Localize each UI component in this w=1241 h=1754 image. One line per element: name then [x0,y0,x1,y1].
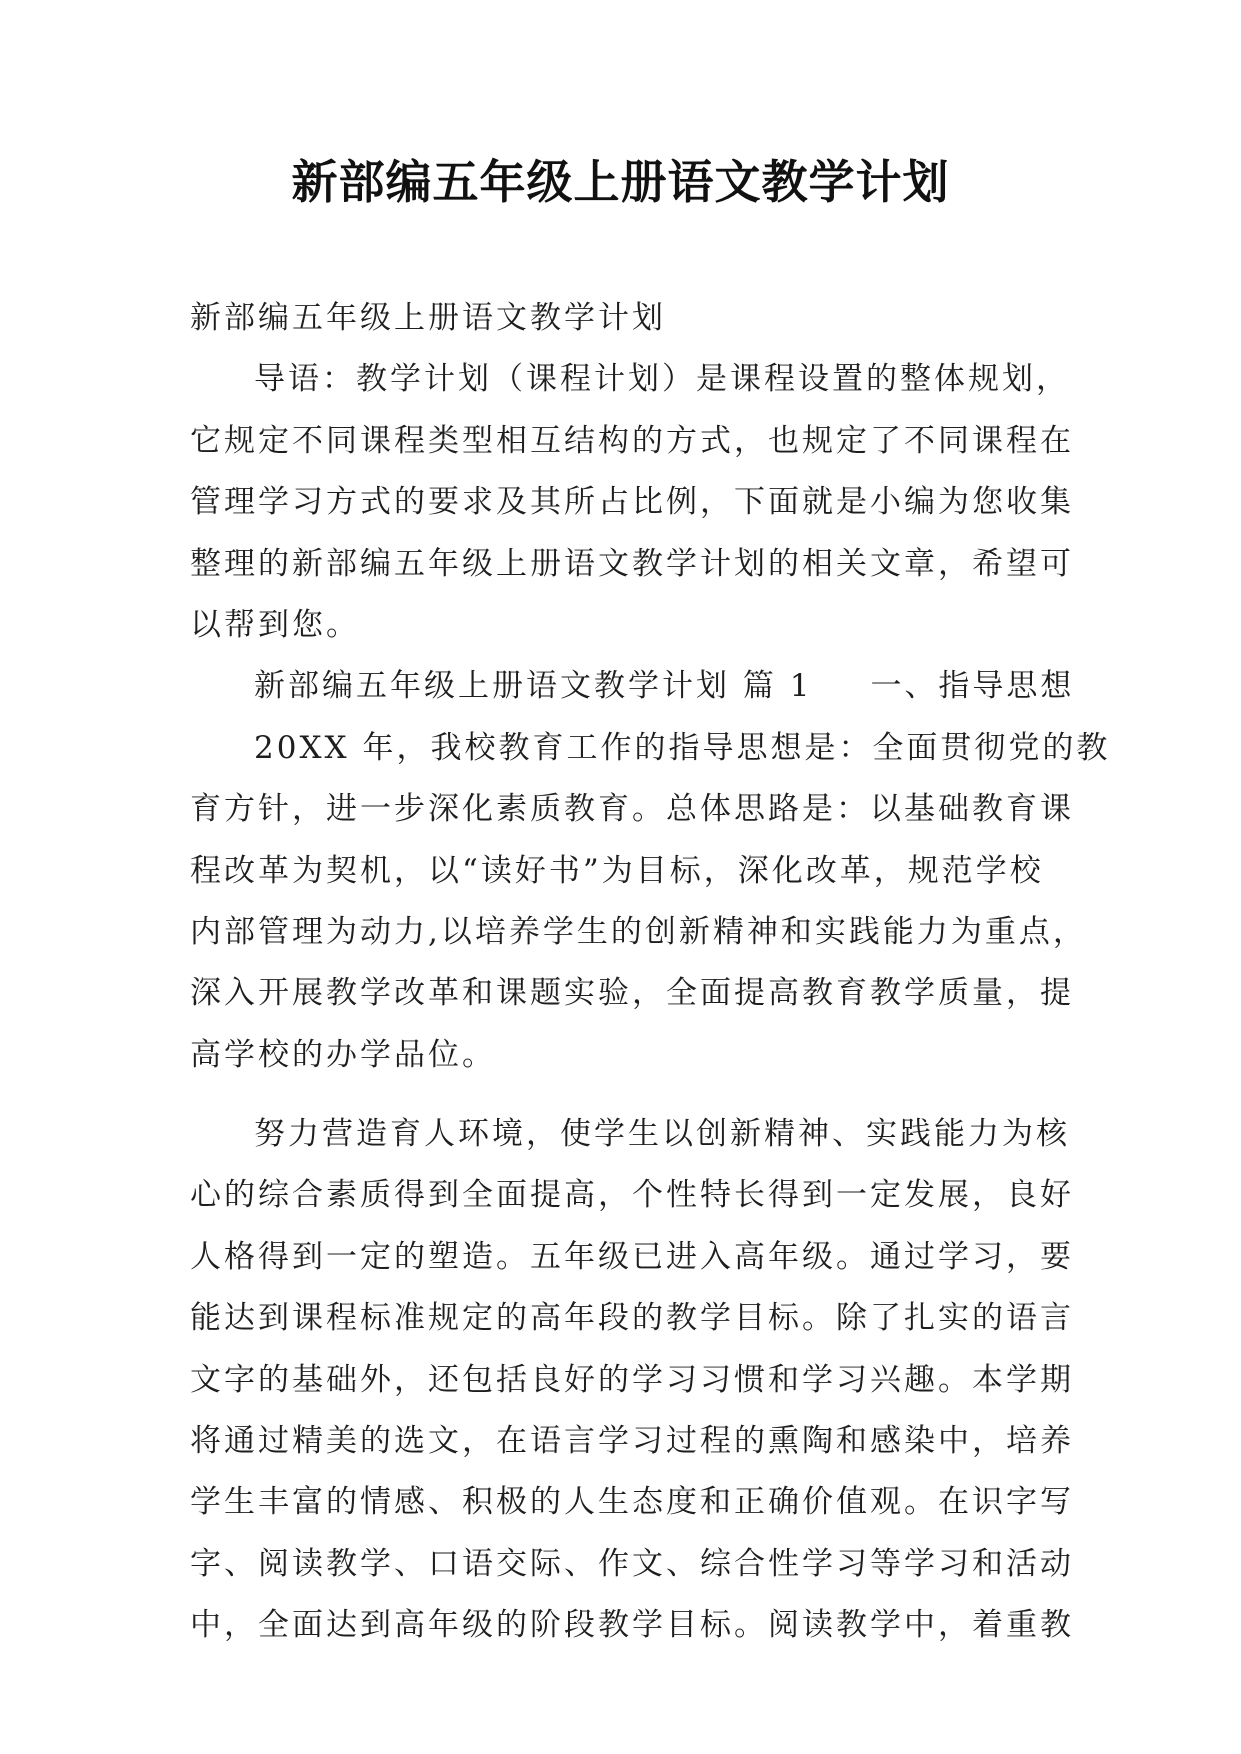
section-heading-line [190,656,1075,717]
paragraph-line: 心的综合素质得到全面提高，个性特长得到一定发展，良好 [190,1177,1074,1214]
paragraph-line: 文字的基础外，还包括良好的学习习惯和学习兴趣。本学期 [190,1361,1074,1398]
paragraph-line: 人格得到一定的塑造。五年级已进入高年级。通过学习，要 [190,1238,1074,1275]
paragraph-line: 深入开展教学改革和课题实验，全面提高教育教学质量，提 [190,975,1074,1012]
paragraph-line: 将通过精美的选文，在语言学习过程的熏陶和感染中，培养 [190,1423,1074,1460]
section-subheading: 一、指导思想 [870,668,1075,705]
paragraph-line: 学生丰富的情感、积极的人生态度和正确价值观。在识字写 [190,1484,1074,1521]
section-title: 新部编五年级上册语文教学计划 篇 1 [254,668,813,705]
paragraph-line: 能达到课程标准规定的高年段的教学目标。除了扎实的语言 [190,1300,1074,1337]
paragraph-line: 育方针，进一步深化素质教育。总体思路是：以基础教育课 [190,791,1074,828]
paragraph-line: 程改革为契机，以“读好书”为目标，深化改革，规范学校 [190,852,1044,889]
paragraph-line: 高学校的办学品位。 [190,1036,496,1073]
paragraph-line: 字、阅读教学、口语交际、作文、综合性学习等学习和活动 [190,1545,1074,1582]
document-body [190,288,1111,1657]
paragraph-line: 中，全面达到高年级的阶段教学目标。阅读教学中，着重教 [190,1607,1074,1644]
paragraph-line: 20XX 年，我校教育工作的指导思想是：全面贯彻党的教 [254,729,1111,766]
subtitle-line: 新部编五年级上册语文教学计划 [190,300,666,336]
document-title: 新部编五年级上册语文教学计划 [291,155,950,209]
intro-line: 它规定不同课程类型相互结构的方式，也规定了不同课程在 [190,422,1074,459]
intro-line: 以帮到您。 [190,606,360,643]
intro-line: 管理学习方式的要求及其所占比例，下面就是小编为您收集 [190,484,1074,521]
paragraph-line: 努力营造育人环境，使学生以创新精神、实践能力为核 [254,1116,1070,1153]
paragraph-line: 内部管理为动力,以培养学生的创新精神和实践能力为重点， [190,913,1087,950]
intro-line: 导语：教学计划（课程计划）是课程设置的整体规划， [254,361,1070,398]
intro-line: 整理的新部编五年级上册语文教学计划的相关文章，希望可 [190,545,1074,582]
